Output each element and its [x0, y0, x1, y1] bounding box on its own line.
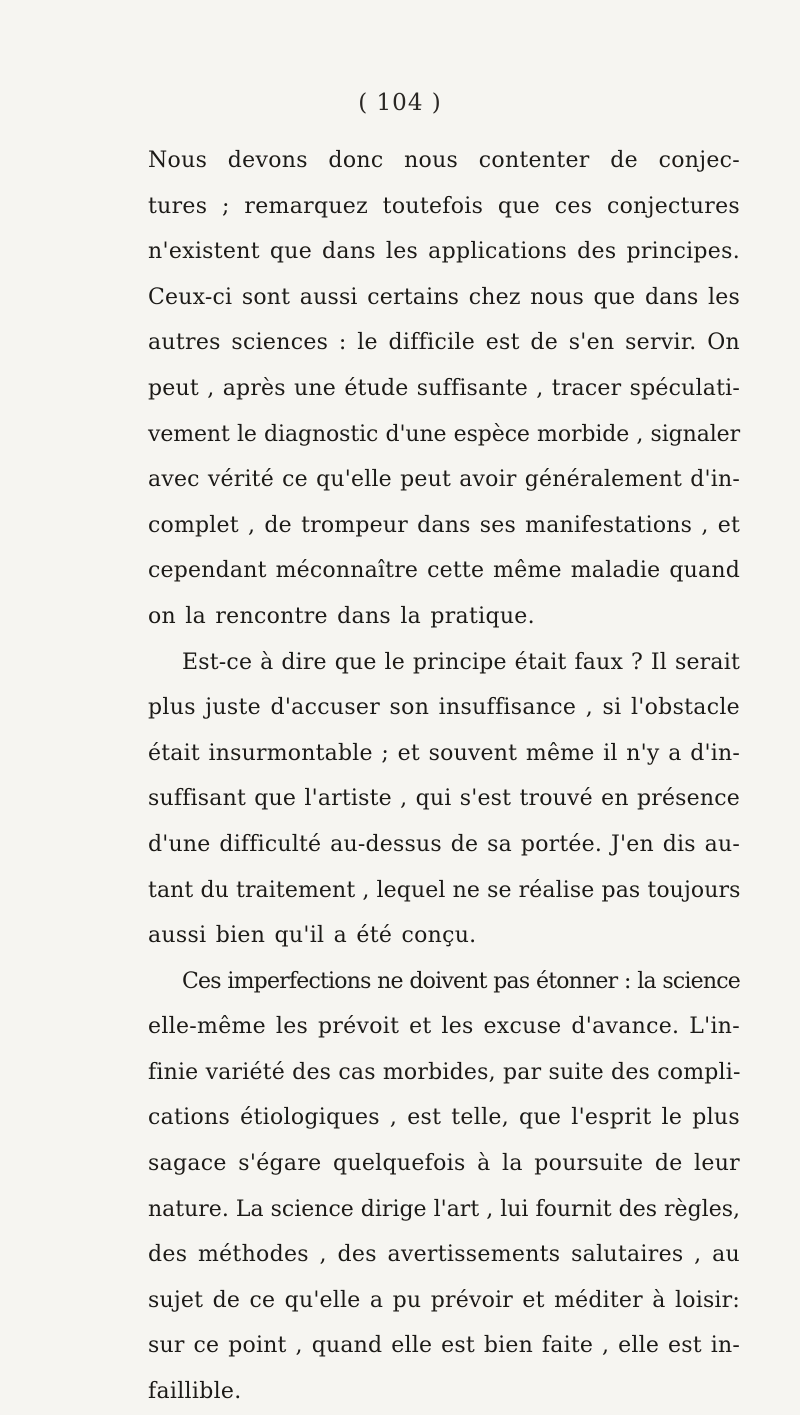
text-line: des méthodes , des avertissements salutaires , au	[148, 1242, 740, 1268]
text-line: cations étiologiques , est telle, que l'esprit le plus	[148, 1105, 740, 1131]
text-line: aussi bien qu'il a été conçu.	[148, 923, 477, 949]
text-line: avec vérité ce qu'elle peut avoir généralement d'in-	[148, 467, 740, 493]
text-line: était insurmontable ; et souvent même il n'y a d'in-	[148, 740, 740, 766]
text-line: cependant méconnaître cette même maladie quand	[148, 558, 740, 584]
text-line: Ces imperfections ne doivent pas étonner : la science	[182, 968, 740, 994]
text-line: tures ; remarquez toutefois que ces conjectures	[148, 193, 740, 219]
text-line: peut , après une étude suffisante , tracer spéculati-	[148, 375, 740, 401]
text-line: Ceux-ci sont aussi certains chez nous que dans les	[148, 284, 740, 310]
text-line: autres sciences : le difficile est de s'en servir. On	[148, 330, 740, 356]
text-line: elle-même les prévoit et les excuse d'avance. L'in-	[148, 1014, 740, 1040]
text-line: tant du traitement , lequel ne se réalise pas toujours	[148, 877, 741, 903]
text-line: Nous devons donc nous contenter de conjec-	[148, 148, 740, 173]
text-line: vement le diagnostic d'une espèce morbide , signaler	[148, 421, 740, 447]
page-number: ( 104 )	[358, 90, 442, 116]
text-line: n'existent que dans les applications des principes.	[148, 239, 740, 265]
text-line: on la rencontre dans la pratique.	[148, 603, 535, 629]
text-line: Est-ce à dire que le principe était faux ? Il serait	[182, 649, 740, 675]
text-line: finie variété des cas morbides, par suite des compli-	[148, 1059, 741, 1085]
text-line: sur ce point , quand elle est bien faite , elle est in-	[148, 1333, 740, 1359]
text-line: sagace s'égare quelquefois à la poursuite de leur	[148, 1151, 740, 1177]
text-line: d'une difficulté au-dessus de sa portée. J'en dis au-	[148, 831, 740, 857]
text-line: sujet de ce qu'elle a pu prévoir et méditer à loisir:	[148, 1287, 740, 1313]
body-text	[148, 138, 740, 1415]
text-line: suffisant que l'artiste , qui s'est trouvé en présence	[148, 786, 740, 812]
text-line: complet , de trompeur dans ses manifestations , et	[148, 512, 740, 538]
text-line: nature. La science dirige l'art , lui fournit des règles,	[148, 1196, 740, 1222]
text-line: plus juste d'accuser son insuffisance , si l'obstacle	[148, 695, 740, 721]
text-line: faillible.	[148, 1379, 242, 1405]
